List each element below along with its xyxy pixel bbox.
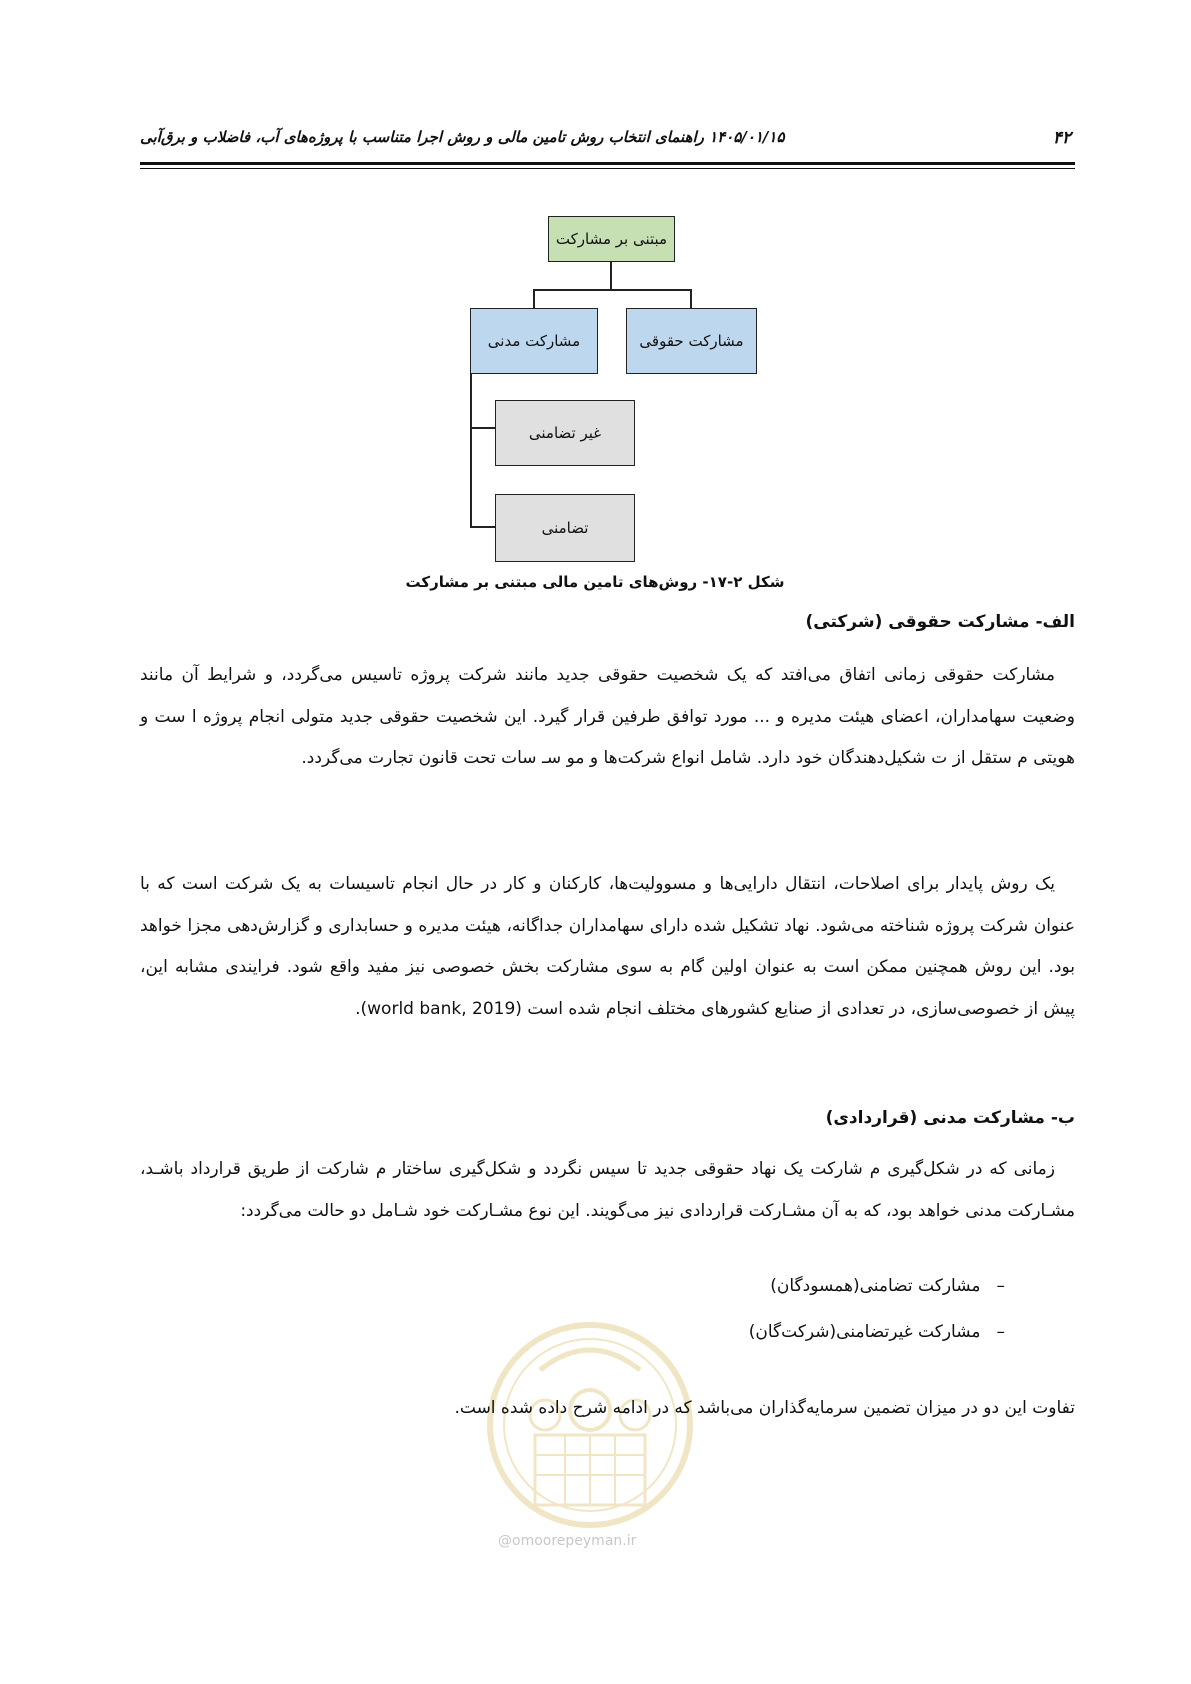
watermark-seal-icon bbox=[480, 1315, 700, 1535]
connector-horizontal bbox=[533, 289, 692, 291]
list-dash: – bbox=[996, 1322, 1005, 1342]
diagram-legal-box: مشارکت حقوقی bbox=[626, 308, 757, 374]
running-title: ۱۴۰۵/۰۱/۱۵ راهنمای انتخاب روش تامین مالی و روش اجرا متناسب با پروژه‌های آب، فاضلاب و برق‌آبی bbox=[140, 128, 785, 146]
section-b-heading: ب- مشارکت مدنی (قراردادی) bbox=[825, 1108, 1075, 1128]
list-item bbox=[749, 1322, 1005, 1342]
list-dash: – bbox=[996, 1276, 1005, 1296]
connector-left-down bbox=[533, 289, 535, 308]
diagram-joint-box: تضامنی bbox=[495, 494, 635, 562]
figure-caption: شکل ۲-۱۷- روش‌های تامین مالی مبتنی بر مشارکت bbox=[405, 573, 785, 591]
connector-right-down bbox=[690, 289, 692, 308]
list-item bbox=[770, 1276, 1005, 1296]
watermark-url: @omoorepeyman.ir bbox=[498, 1533, 637, 1549]
header-rule-thin bbox=[140, 168, 1075, 169]
diagram-non-joint-box: غیر تضامنی bbox=[495, 400, 635, 466]
header-rule-thick bbox=[140, 162, 1075, 165]
list-item-non-joint: مشارکت غیرتضامنی(شرکت‌گان) bbox=[748, 1322, 981, 1342]
connector-root-down bbox=[610, 261, 612, 290]
section-a-paragraph-1: مشارکت حقوقی زمانی اتفاق می‌افتد که یک شخصیت حقوقی جدید مانند شرکت پروژه تاسیس می‌گردد، و شرایط آن مانند وضعیت سهامداران، اعضای هیئت مدیره و ... مورد توافق طرفین قرار گیرد. این شخصیت حقوقی جدید متولی انجام پروژه ا ست و هویتی م ستقل از ت شکیل‌دهندگان خود دارد. شامل انواع شرکت‌ها و مو سـ سات تحت قانون تجارت می‌گردد. bbox=[140, 665, 1075, 768]
diagram-root-box: مبتنی بر مشارکت bbox=[548, 216, 675, 262]
section-b-paragraph-1: زمانی که در شکل‌گیری م شارکت یک نهاد حقوقی جدید تا سیس نگردد و شکل‌گیری ساختار م شارکت از طریق قرارداد باشـد، مشـارکت مدنی خواهد بود، که به آن مشـارکت قراردادی نیز می‌گویند. این نوع مشـارکت خود شـامل دو حالت می‌گردد: bbox=[140, 1159, 1075, 1221]
connector-civil-trunk bbox=[470, 373, 472, 528]
connector-joint bbox=[470, 526, 495, 528]
section-b-closing: تفاوت این دو در میزان تضمین سرمایه‌گذاران می‌باشد که در ادامه شرح داده شده است. bbox=[454, 1398, 1075, 1418]
page-header bbox=[140, 128, 1075, 150]
section-a-paragraph-2: یک روش پایدار برای اصلاحات، انتقال دارایی‌ها و مسوولیت‌ها، کارکنان و کار در حال انجام تاسیسات به یک شرکت است که با عنوان شرکت پروژه شناخته می‌شود. نهاد تشکیل شده دارای سهامداران جداگانه، هیئت مدیره و حسابداری و گزارش‌دهی مجزا خواهد بود. این روش همچنین ممکن است به عنوان اولین گام به سوی مشارکت بخش خصوصی نیز مفید واقع شود. فرایندی مشابه این، پیش از خصوصی‌سازی، در تعدادی از صنایع کشورهای مختلف انجام شده است (world bank, 2019). bbox=[140, 874, 1075, 1019]
list-item-joint: مشارکت تضامنی(همسودگان) bbox=[770, 1276, 981, 1296]
section-a-heading: الف- مشارکت حقوقی (شرکتی) bbox=[805, 612, 1075, 632]
connector-non-joint bbox=[470, 427, 495, 429]
page-number: ۴۲ bbox=[1052, 128, 1071, 148]
diagram-civil-box: مشارکت مدنی bbox=[470, 308, 598, 374]
